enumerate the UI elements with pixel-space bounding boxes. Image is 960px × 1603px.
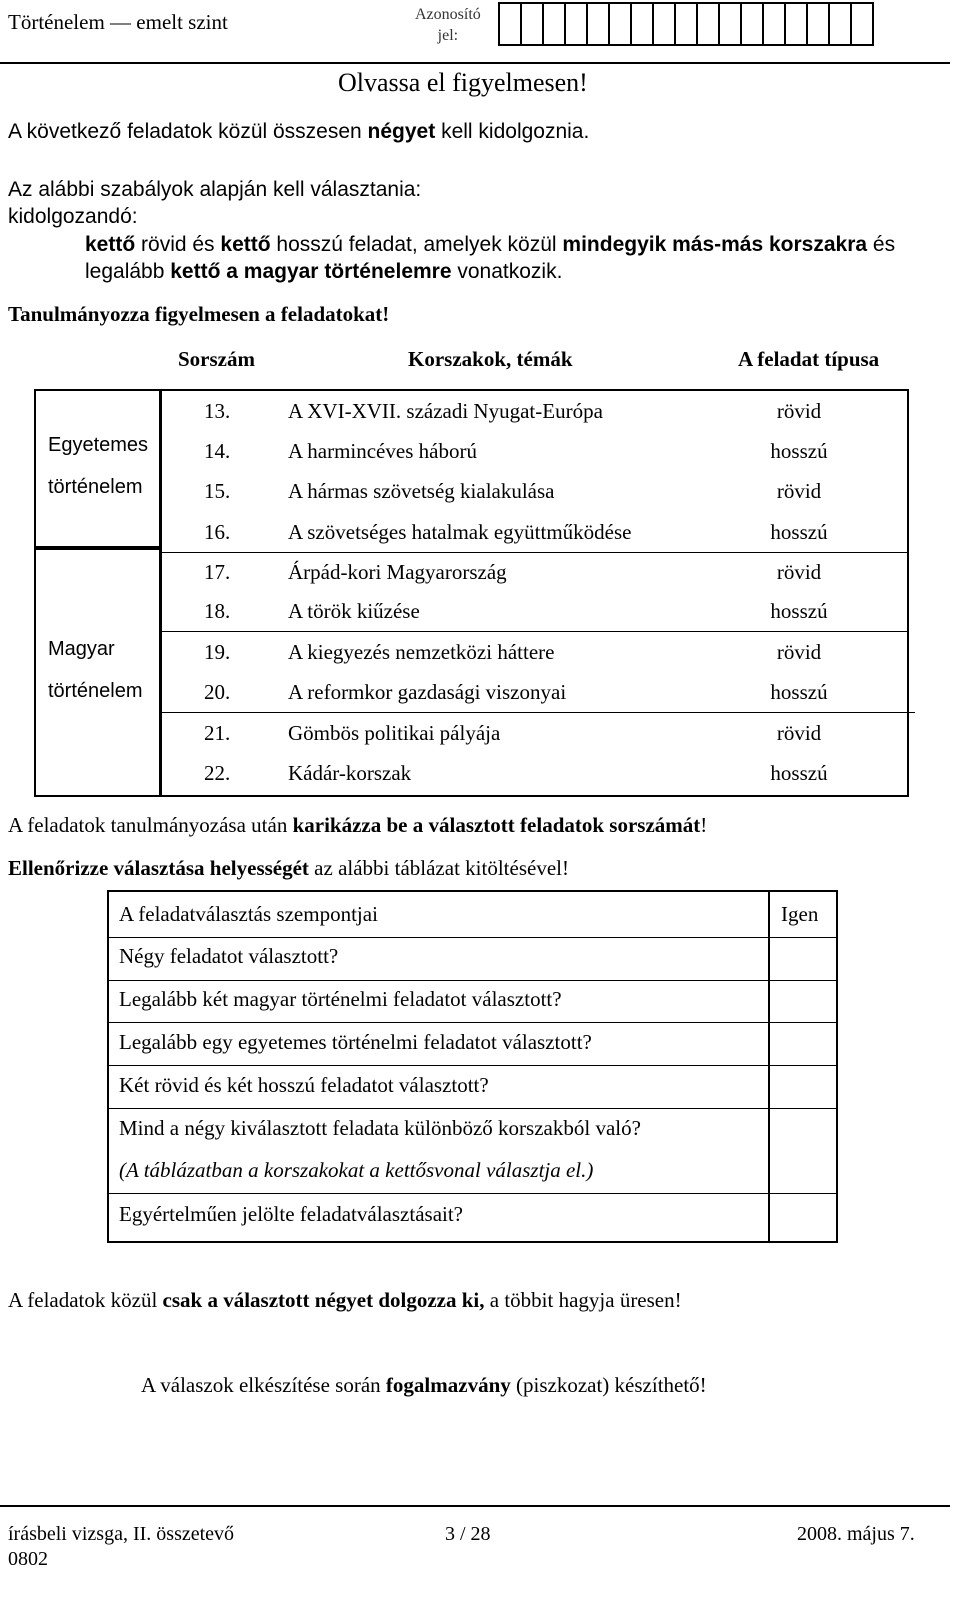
category-universal-line2: történelem: [48, 476, 143, 498]
topic-type: hosszú: [770, 680, 828, 704]
topic-number[interactable]: 21.: [204, 721, 231, 745]
category-hungarian-history: [34, 549, 161, 797]
footer-page-number: 3 / 28: [445, 1523, 491, 1545]
id-digit-box[interactable]: [520, 2, 544, 46]
footer-exam-label: írásbeli vizsga, II. összetevő: [8, 1523, 235, 1545]
check-instruction: Ellenőrizze választása helyességét az alábbi táblázat kitöltésével!: [8, 856, 569, 880]
topic-name: A reformkor gazdasági viszonyai: [288, 680, 567, 704]
col-header-topic: Korszakok, témák: [408, 347, 573, 371]
topic-type: hosszú: [770, 520, 828, 544]
footer-date: 2008. május 7.: [797, 1523, 915, 1545]
topic-row: [162, 591, 907, 632]
category-universal-history: [34, 389, 161, 549]
footer-rule: [0, 1505, 950, 1507]
topic-name: A hármas szövetség kialakulása: [288, 479, 555, 503]
topic-row: [162, 552, 907, 592]
study-tasks-heading: Tanulmányozza figyelmesen a feladatokat!: [8, 302, 390, 326]
check-table-divider: [768, 892, 770, 1241]
id-digit-box[interactable]: [740, 2, 764, 46]
category-hungarian-line2: történelem: [48, 680, 143, 702]
check-item-3: Legalább egy egyetemes történelmi feladatot választott?: [119, 1030, 592, 1054]
topic-number[interactable]: 16.: [204, 520, 231, 544]
topic-row: [162, 713, 907, 753]
final-instruction-2: A válaszok elkészítése során fogalmazvány (piszkozat) készíthető!: [141, 1373, 707, 1397]
id-digit-box[interactable]: [718, 2, 742, 46]
topic-name: Árpád-kori Magyarország: [288, 560, 507, 584]
topic-type: hosszú: [770, 761, 828, 785]
instruction-line-1: A következő feladatok közül összesen négyet kell kidolgoznia.: [8, 120, 590, 143]
instruction-line-2: Az alábbi szabályok alapján kell választania:: [8, 178, 422, 201]
instruction-line-4: kettő rövid és kettő hosszú feladat, amelyek közül mindegyik más-más korszakra és: [85, 233, 896, 256]
topic-row: [162, 431, 907, 471]
topic-row: [162, 391, 907, 431]
check-item-5-note: (A táblázatban a korszakokat a kettősvonal választja el.): [119, 1158, 594, 1182]
id-digit-box[interactable]: [828, 2, 852, 46]
check-item-4: Két rövid és két hosszú feladatot választott?: [119, 1073, 489, 1097]
check-item-6: Egyértelműen jelölte feladatválasztásait?: [119, 1202, 463, 1226]
topic-row: [162, 672, 915, 713]
topic-table: [160, 389, 909, 797]
topic-type: rövid: [776, 479, 822, 503]
topic-number[interactable]: 14.: [204, 439, 231, 463]
col-header-number: Sorszám: [178, 347, 255, 371]
id-digit-box[interactable]: [564, 2, 588, 46]
header-rule: [0, 62, 950, 64]
id-digit-box[interactable]: [784, 2, 808, 46]
topic-row: [162, 471, 907, 511]
topic-number[interactable]: 18.: [204, 599, 231, 623]
footer-code: 0802: [8, 1548, 48, 1570]
instruction-line-5: legalább kettő a magyar történelemre vonatkozik.: [85, 260, 563, 283]
id-digit-box[interactable]: [806, 2, 830, 46]
topic-type: rövid: [776, 560, 822, 584]
topic-number[interactable]: 13.: [204, 399, 231, 423]
check-item-1: Négy feladatot választott?: [119, 944, 339, 968]
topic-row: [162, 512, 907, 553]
check-table: [107, 890, 838, 1243]
topic-number[interactable]: 22.: [204, 761, 231, 785]
id-digit-box[interactable]: [674, 2, 698, 46]
id-label-line2: jel:: [437, 27, 459, 44]
topic-number[interactable]: 19.: [204, 640, 231, 664]
topic-name: A török kiűzése: [288, 599, 420, 623]
id-label: [415, 4, 481, 46]
id-digit-box[interactable]: [762, 2, 786, 46]
id-digit-box[interactable]: [608, 2, 632, 46]
topic-number[interactable]: 17.: [204, 560, 231, 584]
final-instruction-1: A feladatok közül csak a választott négyet dolgozza ki, a többit hagyja üresen!: [8, 1288, 682, 1312]
check-table-yes-header: Igen: [781, 902, 819, 926]
topic-number[interactable]: 15.: [204, 479, 231, 503]
id-boxes[interactable]: [500, 2, 874, 46]
header-title: Történelem — emelt szint: [8, 10, 228, 34]
circle-instruction: A feladatok tanulmányozása után karikázza be a választott feladatok sorszámát!: [8, 813, 708, 837]
category-universal-line1: Egyetemes: [48, 434, 149, 456]
id-digit-box[interactable]: [696, 2, 720, 46]
category-hungarian-line1: Magyar: [48, 638, 115, 660]
topic-number[interactable]: 20.: [204, 680, 231, 704]
topic-row: [162, 753, 907, 793]
topic-name: A kiegyezés nemzetközi háttere: [288, 640, 555, 664]
topic-name: A harmincéves háború: [288, 439, 477, 463]
topic-type: rövid: [776, 640, 822, 664]
id-digit-box[interactable]: [498, 2, 522, 46]
id-digit-box[interactable]: [542, 2, 566, 46]
id-digit-box[interactable]: [630, 2, 654, 46]
topic-row: [162, 632, 907, 672]
col-header-type: A feladat típusa: [738, 347, 880, 371]
topic-name: Gömbös politikai pályája: [288, 721, 501, 745]
topic-name: A szövetséges hatalmak együttműködése: [288, 520, 632, 544]
check-table-header: A feladatválasztás szempontjai: [119, 902, 378, 926]
check-item-2: Legalább két magyar történelmi feladatot választott?: [119, 987, 562, 1011]
id-digit-box[interactable]: [586, 2, 610, 46]
check-item-5: Mind a négy kiválasztott feladata különböző korszakból való?: [119, 1116, 641, 1140]
topic-type: rövid: [776, 721, 822, 745]
topic-name: A XVI-XVII. századi Nyugat-Európa: [288, 399, 603, 423]
id-digit-box[interactable]: [652, 2, 676, 46]
topic-type: rövid: [776, 399, 822, 423]
topic-type: hosszú: [770, 439, 828, 463]
read-carefully-title: Olvassa el figyelmesen!: [338, 68, 588, 97]
topic-type: hosszú: [770, 599, 828, 623]
id-digit-box[interactable]: [850, 2, 874, 46]
id-label-line1: Azonosító: [415, 6, 481, 23]
topic-name: Kádár-korszak: [288, 761, 412, 785]
instruction-line-3: kidolgozandó:: [8, 205, 138, 228]
